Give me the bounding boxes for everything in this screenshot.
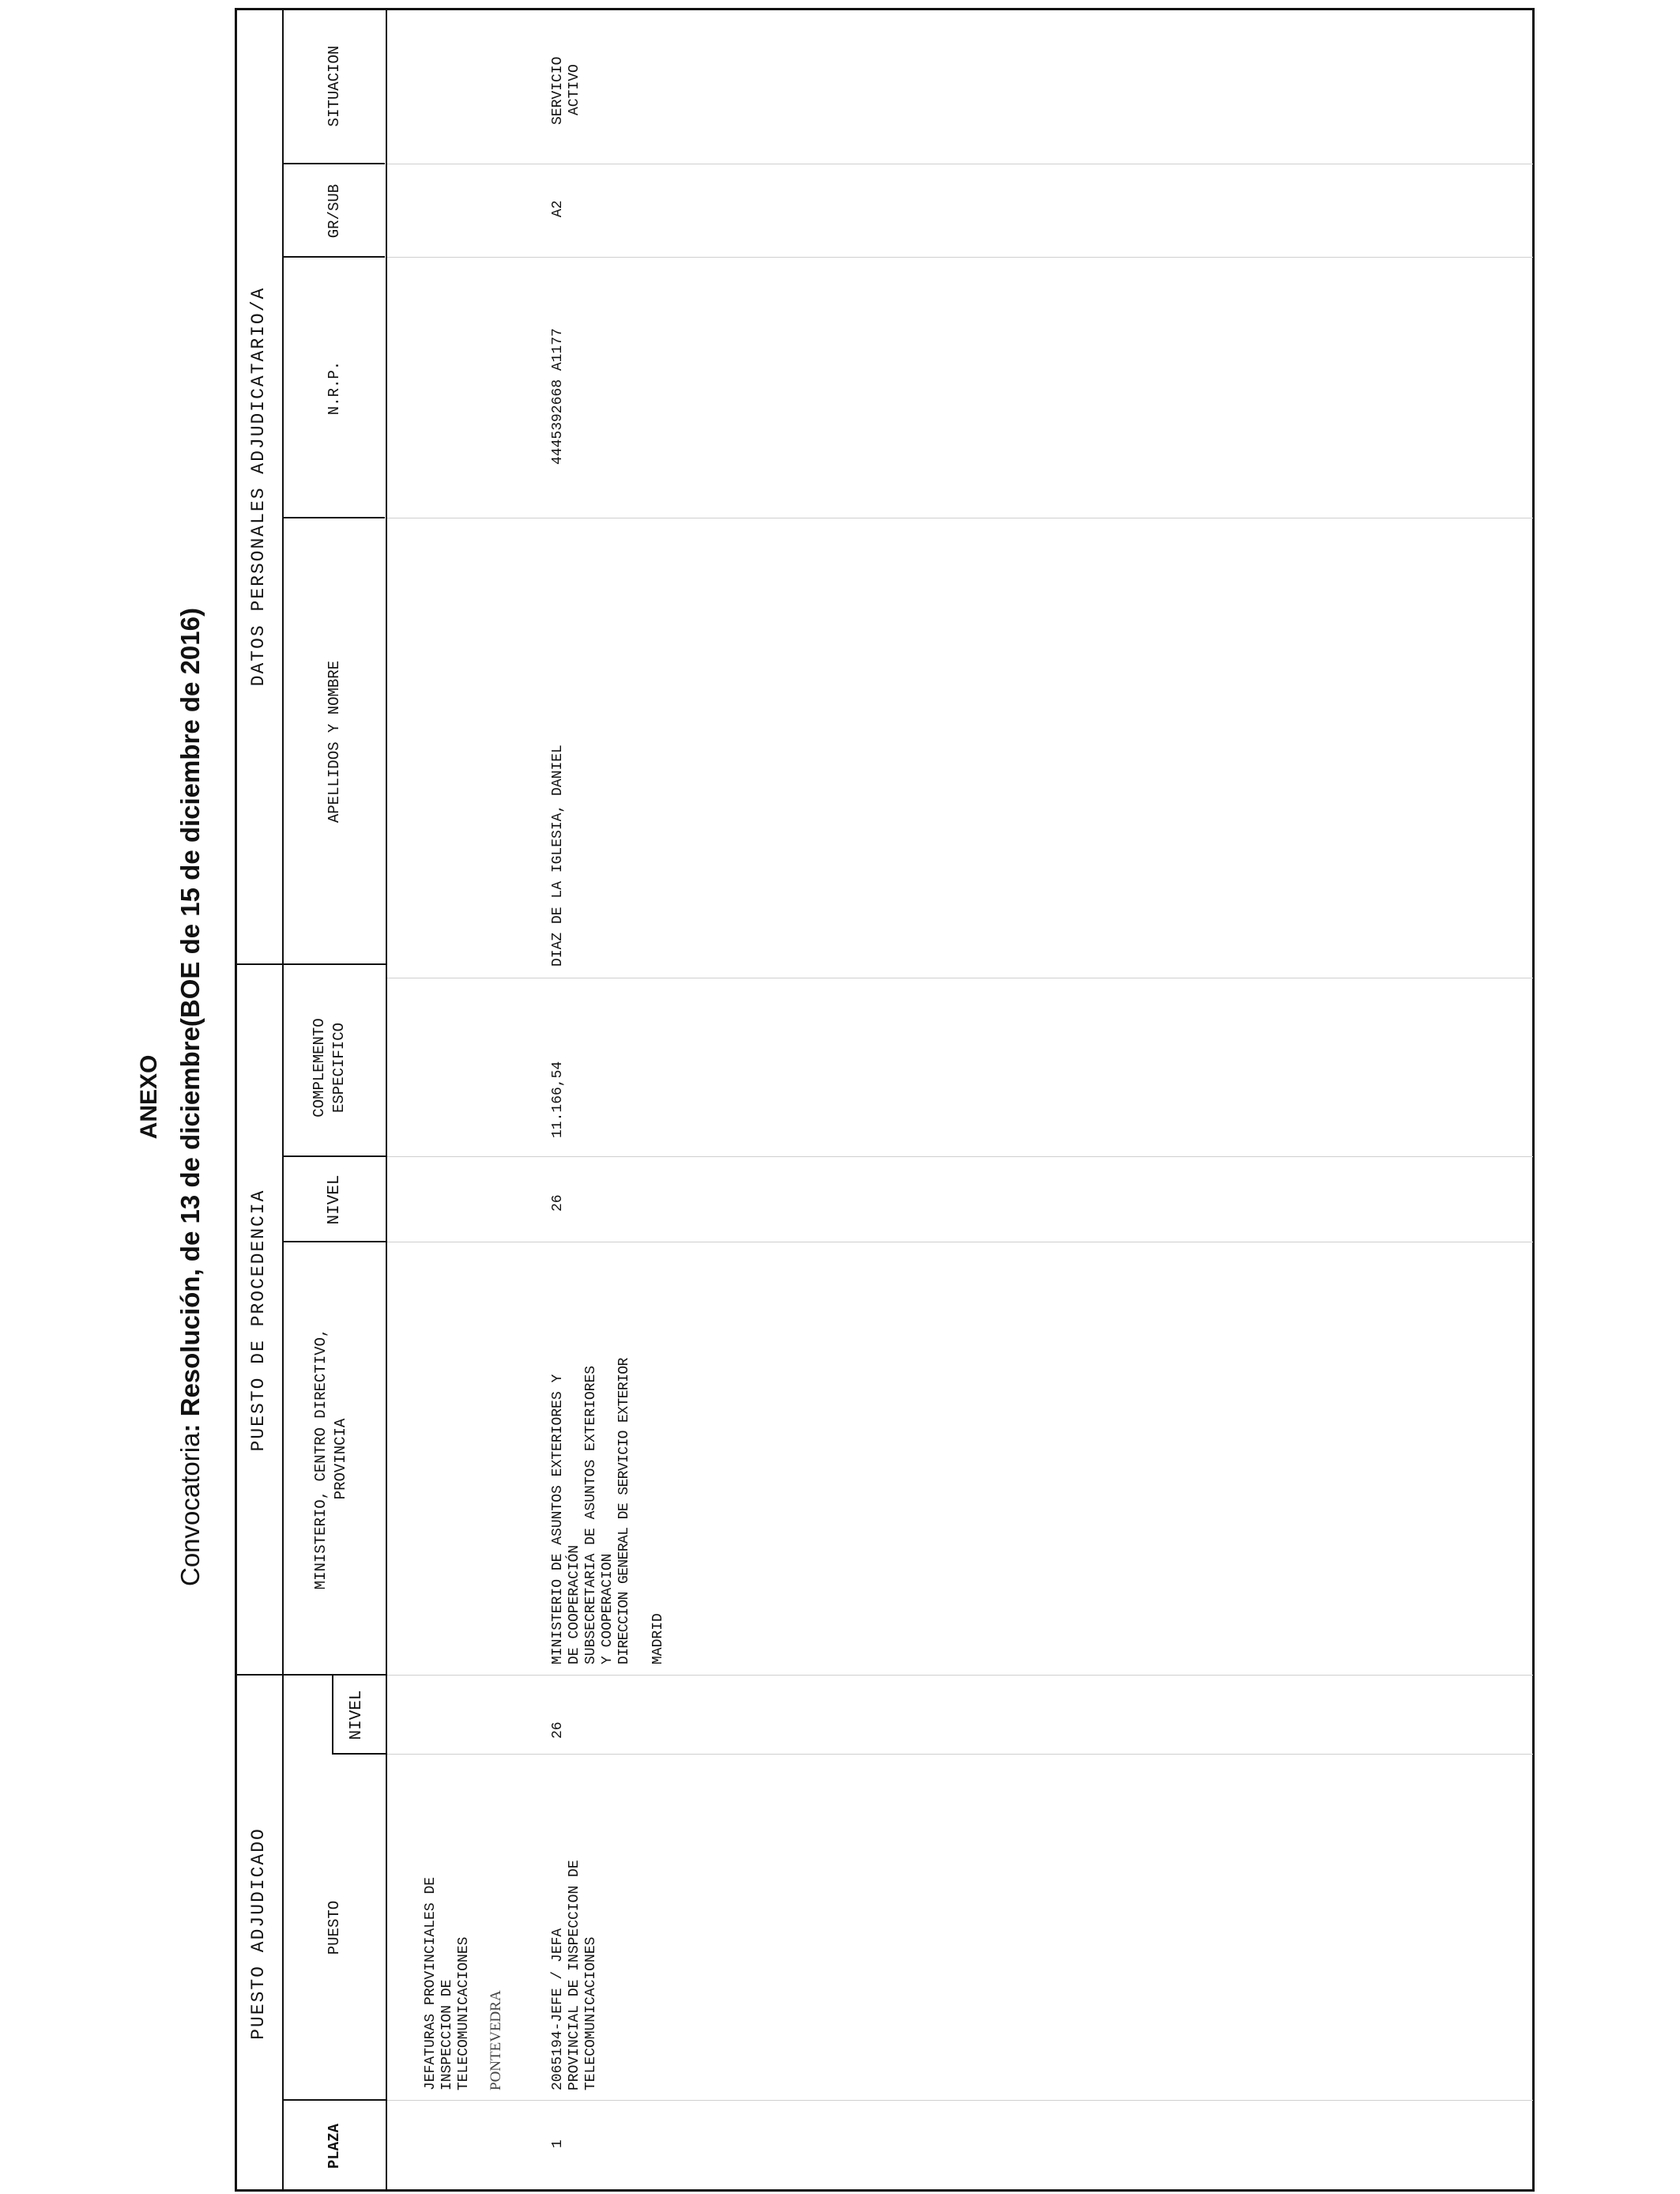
cell-nrp: 4445392668 A1177	[550, 328, 566, 465]
header-puesto-procedencia: PUESTO DE PROCEDENCIA	[248, 1189, 269, 1452]
table-frame	[235, 8, 1535, 2192]
header-situacion: SITUACION	[326, 45, 343, 127]
header-ministerio-line2: PROVINCIA	[332, 1418, 349, 1500]
header-apellidos: APELLIDOS Y NOMBRE	[326, 660, 343, 824]
cell-procedencia-line2: DE COOPERACIÓN	[567, 1544, 582, 1664]
header-nivel-procedencia: NIVEL	[326, 1174, 344, 1225]
cell-plaza: 1	[550, 2139, 566, 2148]
subtitle-rest: : Resolución, de 13 de diciembre(BOE de 15 de diciembre de 2016)	[175, 608, 205, 1433]
header-nivel: NIVEL	[348, 1690, 366, 1740]
grid-line	[387, 257, 1533, 258]
cell-nivel: 26	[550, 1721, 566, 1739]
grid-line	[387, 1675, 1533, 1676]
cell-procedencia-line1: MINISTERIO DE ASUNTOS EXTERIORES Y	[550, 1374, 566, 1664]
cell-grsub: A2	[550, 200, 566, 217]
header-plaza: PLAZA	[326, 2124, 343, 2169]
header-complemento-line2: ESPECIFICO	[330, 1022, 348, 1114]
cell-puesto-line1: 2065194-JEFE / JEFA	[550, 1928, 566, 2090]
grid-line	[387, 2100, 1533, 2101]
divider	[282, 8, 284, 2192]
cell-apellidos-nombre: DIAZ DE LA IGLESIA, DANIEL	[550, 745, 566, 967]
header-puesto-adjudicado: PUESTO ADJUDICADO	[248, 1827, 269, 2040]
grid-line	[387, 1754, 1533, 1755]
header-nrp: N.R.P.	[326, 360, 343, 416]
divider	[332, 1676, 333, 1755]
page-subtitle	[175, 0, 205, 2194]
header-grsub: GR/SUB	[326, 183, 343, 239]
grid-line	[387, 1156, 1533, 1157]
page-title: ANEXO	[136, 1054, 162, 1140]
cell-puesto-line2: PROVINCIAL DE INSPECCION DE	[567, 1860, 582, 2090]
divider	[386, 8, 387, 2192]
group-label-line2: INSPECCION DE	[439, 1979, 455, 2090]
cell-procedencia-line4: Y COOPERACION	[600, 1553, 616, 1664]
cell-procedencia-line5: DIRECCION GENERAL DE SERVICIO EXTERIOR	[616, 1358, 632, 1664]
group-label-line3: TELECOMUNICACIONES	[456, 1936, 472, 2090]
cell-procedencia-line3: SUBSECRETARIA DE ASUNTOS EXTERIORES	[583, 1365, 599, 1664]
header-puesto: PUESTO	[326, 1900, 343, 1955]
cell-situacion-line1: SERVICIO	[550, 56, 566, 125]
subtitle-prefix: Convocatoria	[175, 1432, 205, 1586]
group-province: PONTEVEDRA	[488, 1990, 504, 2090]
cell-puesto-line3: TELECOMUNICACIONES	[583, 1936, 599, 2090]
cell-procedencia-line6: MADRID	[650, 1613, 666, 1664]
group-label-line1: JEFATURAS PROVINCIALES DE	[423, 1876, 439, 2090]
cell-nivel-procedencia: 26	[550, 1194, 566, 1212]
header-complemento-line1: COMPLEMENTO	[311, 1018, 328, 1118]
header-datos-personales: DATOS PERSONALES ADJUDICATARIO/A	[248, 286, 269, 687]
cell-situacion-line2: ACTIVO	[567, 64, 582, 115]
cell-complemento: 11.166,54	[550, 1061, 566, 1138]
header-ministerio-line1: MINISTERIO, CENTRO DIRECTIVO,	[312, 1328, 330, 1590]
